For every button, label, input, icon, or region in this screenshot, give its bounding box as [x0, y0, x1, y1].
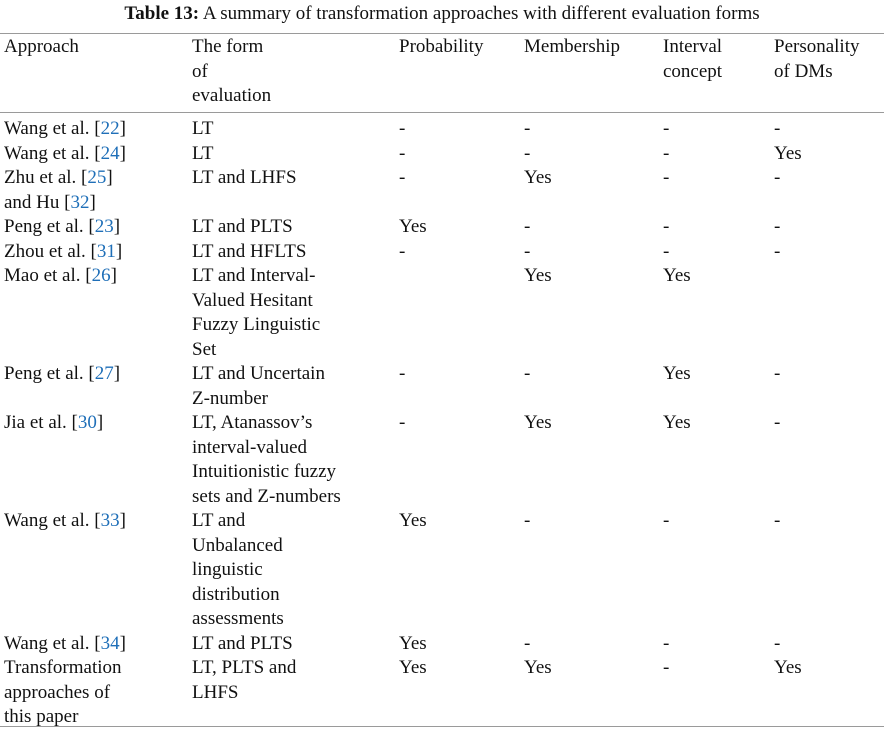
table-caption-label: Table 13:: [124, 3, 200, 24]
cell-membership: -: [524, 216, 531, 237]
approach-text: ]: [119, 632, 126, 654]
cell-interval: Yes: [663, 265, 691, 286]
cell-interval: -: [663, 657, 670, 678]
approach-text: ]: [115, 240, 123, 262]
cell-probability: Yes: [399, 216, 427, 237]
cell-membership: -: [524, 632, 531, 654]
cell-personality: -: [774, 240, 781, 262]
cell-interval: Yes: [663, 412, 691, 433]
cell-approach: [0, 240, 192, 265]
cell-form: LT and LHFS: [192, 167, 297, 188]
cell-membership: -: [524, 142, 531, 164]
cell-form: LT and HFLTS: [192, 240, 307, 262]
approach-text: Mao et al. [: [4, 265, 92, 286]
approach-text: Transformation approaches of this paper: [4, 657, 122, 727]
cell-probability: Yes: [399, 657, 427, 678]
table-row: [0, 240, 884, 265]
approach-text: ]: [110, 265, 117, 286]
table-caption: [0, 2, 884, 26]
approach-text: ]: [89, 191, 96, 213]
citation-link[interactable]: 33: [100, 510, 120, 531]
cell-interval: -: [663, 216, 670, 237]
approach-text: ]: [119, 118, 126, 139]
table-row: [0, 362, 884, 411]
cell-probability: -: [399, 167, 406, 188]
header-interval: Interval concept: [663, 36, 723, 82]
cell-interval: -: [663, 240, 670, 262]
table-row: [0, 509, 884, 632]
cell-approach: [0, 509, 192, 632]
cell-interval: -: [663, 142, 670, 164]
table-row: [0, 142, 884, 167]
table-body: [0, 112, 884, 730]
citation-link[interactable]: 32: [70, 191, 90, 213]
approach-text: Wang et al. [: [4, 142, 101, 164]
cell-approach: [0, 166, 192, 215]
table-row: [0, 112, 884, 142]
table-row: [0, 411, 884, 509]
header-form: The form of evaluation: [192, 36, 272, 106]
header-approach: Approach: [4, 36, 79, 57]
cell-approach: [0, 112, 192, 142]
header-membership: Membership: [524, 36, 621, 57]
table-row: [0, 656, 884, 730]
cell-probability: Yes: [399, 510, 427, 531]
cell-membership: Yes: [524, 657, 552, 678]
approach-text: Wang et al. [: [4, 510, 101, 531]
cell-personality: -: [774, 167, 781, 188]
cell-interval: Yes: [663, 363, 691, 384]
header-row: [0, 35, 884, 112]
cell-probability: -: [399, 412, 406, 433]
citation-link[interactable]: 24: [100, 142, 120, 164]
cell-personality: -: [774, 412, 781, 433]
cell-probability: [399, 264, 524, 362]
cell-form: LT, Atanassov’s interval-valued Intuitionistic fuzzy sets and Z-numbers: [192, 412, 341, 507]
citation-link[interactable]: 27: [94, 363, 114, 384]
approach-text: ]: [113, 363, 121, 384]
cell-membership: -: [524, 118, 531, 139]
cell-membership: -: [524, 363, 531, 384]
cell-probability: -: [399, 240, 406, 262]
approach-text: Peng et al. [: [4, 216, 95, 237]
citation-link[interactable]: 25: [87, 167, 107, 188]
cell-personality: Yes: [774, 657, 802, 678]
cell-approach: [0, 362, 192, 411]
cell-personality: -: [774, 118, 781, 139]
citation-link[interactable]: 22: [100, 118, 120, 139]
cell-probability: -: [399, 142, 406, 164]
cell-approach: [0, 656, 192, 730]
approach-text: ] and Hu [: [4, 167, 113, 213]
approach-text: Jia et al. [: [4, 412, 78, 433]
cell-membership: -: [524, 240, 531, 262]
table-row: [0, 215, 884, 240]
cell-form: LT and Uncertain Z-number: [192, 363, 325, 409]
cell-approach: [0, 215, 192, 240]
cell-interval: -: [663, 118, 670, 139]
cell-approach: [0, 411, 192, 509]
cell-personality: [774, 264, 884, 362]
cell-membership: Yes: [524, 167, 552, 188]
citation-link[interactable]: 30: [77, 412, 97, 433]
table-row: [0, 632, 884, 657]
table-caption-text: A summary of transformation approaches with different evaluation forms: [202, 3, 760, 24]
citation-link[interactable]: 34: [100, 632, 120, 654]
cell-personality: -: [774, 216, 781, 237]
cell-form: LT and Interval- Valued Hesitant Fuzzy Linguistic Set: [192, 265, 321, 360]
cell-form: LT: [192, 118, 214, 139]
approach-text: Zhou et al. [: [4, 240, 97, 262]
table-row: [0, 166, 884, 215]
cell-interval: -: [663, 632, 670, 654]
approach-text: Peng et al. [: [4, 363, 95, 384]
approach-text: ]: [113, 216, 121, 237]
approach-text: Wang et al. [: [4, 118, 101, 139]
citation-link[interactable]: 26: [91, 265, 111, 286]
cell-personality: -: [774, 632, 781, 654]
header-personality: Personality of DMs: [774, 36, 860, 82]
approach-text: Zhu et al. [: [4, 167, 88, 188]
cell-membership: -: [524, 510, 531, 531]
citation-link[interactable]: 31: [96, 240, 116, 262]
table-row: [0, 264, 884, 362]
summary-table: [0, 35, 884, 730]
cell-form: LT and Unbalanced linguistic distribution assessments: [192, 510, 284, 629]
cell-probability: Yes: [399, 632, 427, 654]
approach-text: ]: [119, 510, 126, 531]
approach-text: ]: [96, 412, 104, 433]
cell-membership: Yes: [524, 265, 552, 286]
approach-text: ]: [119, 142, 126, 164]
top-rule: [0, 33, 884, 34]
cell-probability: -: [399, 118, 406, 139]
cell-personality: Yes: [774, 142, 802, 164]
cell-form: LT and PLTS: [192, 216, 293, 237]
cell-form: LT and PLTS: [192, 632, 293, 654]
cell-probability: -: [399, 363, 406, 384]
cell-approach: [0, 264, 192, 362]
cell-personality: -: [774, 363, 781, 384]
approach-text: Wang et al. [: [4, 632, 101, 654]
cell-membership: Yes: [524, 412, 552, 433]
cell-approach: [0, 632, 192, 657]
cell-form: LT, PLTS and LHFS: [192, 657, 297, 703]
citation-link[interactable]: 23: [94, 216, 114, 237]
header-probability: Probability: [399, 36, 484, 57]
cell-approach: [0, 142, 192, 167]
cell-personality: -: [774, 510, 781, 531]
cell-interval: -: [663, 510, 670, 531]
cell-form: LT: [192, 142, 214, 164]
cell-interval: -: [663, 167, 670, 188]
